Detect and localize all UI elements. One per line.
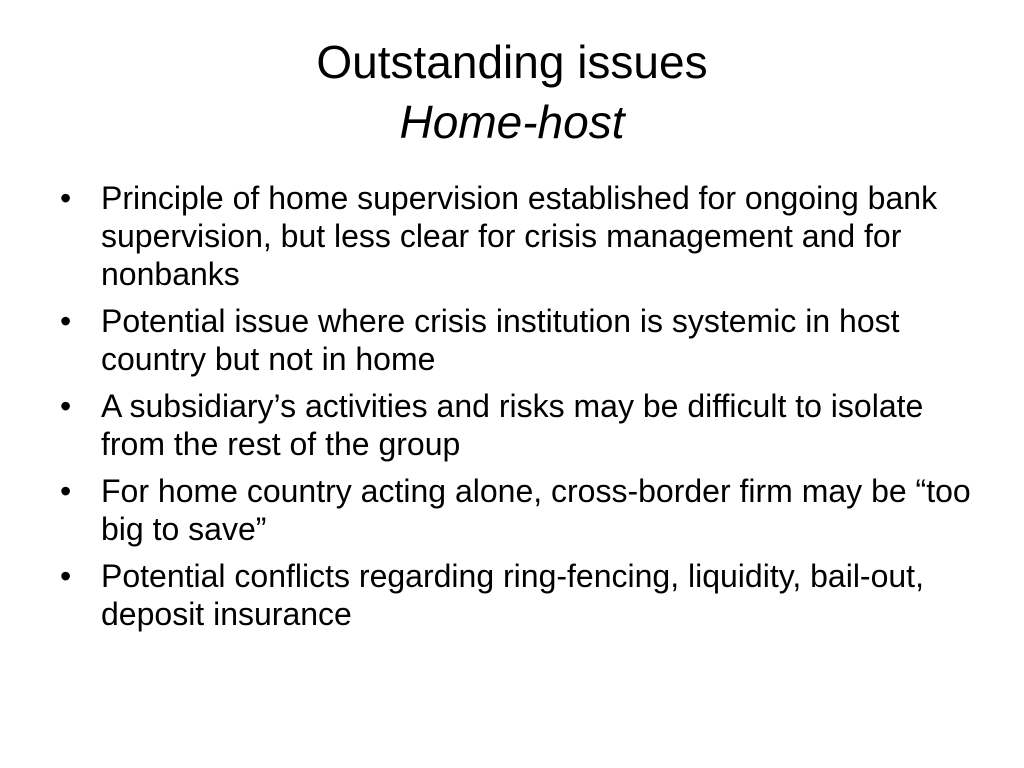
bullet-icon: • — [60, 473, 72, 509]
bullet-text: A subsidiary’s activities and risks may be difficult to isolate from the rest of the group — [101, 388, 924, 462]
bullet-item — [60, 557, 980, 633]
bullet-icon: • — [60, 558, 72, 594]
bullet-item — [60, 387, 980, 463]
slide-subtitle: Home-host — [399, 96, 625, 148]
slide-title: Outstanding issues — [316, 36, 708, 88]
bullet-item — [60, 472, 980, 548]
slide-title-block — [0, 32, 1024, 152]
bullet-icon: • — [60, 388, 72, 424]
bullet-text: Potential conflicts regarding ring-fencing, liquidity, bail-out, deposit insurance — [101, 558, 924, 632]
bullet-item — [60, 302, 980, 378]
bullet-item — [60, 179, 980, 293]
bullet-list — [60, 179, 980, 642]
bullet-text: Potential issue where crisis institution is systemic in host country but not in home — [101, 303, 900, 377]
bullet-text: Principle of home supervision established for ongoing bank supervision, but less clear for crisis management and for nonbanks — [101, 180, 938, 292]
bullet-icon: • — [60, 303, 72, 339]
bullet-text: For home country acting alone, cross-border firm may be “too big to save” — [101, 473, 971, 547]
bullet-icon: • — [60, 180, 72, 216]
